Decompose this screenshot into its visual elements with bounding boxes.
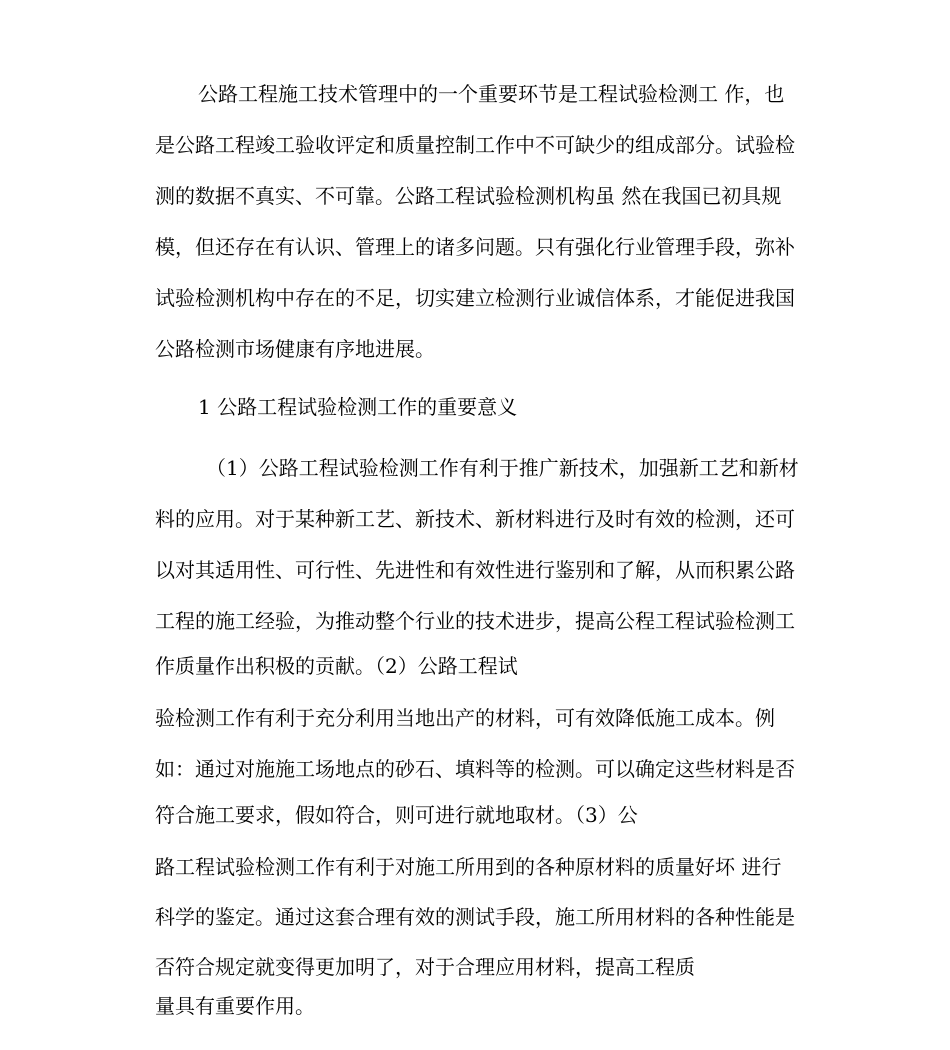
body-line-10: 科学的鉴定。通过这套合理有效的测试手段，施工所用材料的各种性能是 — [155, 905, 795, 929]
body-line-3: 以对其适用性、可行性、先进性和有效性进行鉴别和了解，从而积累公路 — [155, 558, 795, 582]
body-line-12: 量具有重要作用。 — [155, 994, 315, 1018]
body-line-5: 作质量作出积极的贡献。（2）公路工程试 — [155, 654, 518, 678]
intro-line-3: 测的数据不真实、不可靠。公路工程试验检测机构虽 然在我国已初具规 — [155, 184, 782, 208]
intro-line-2: 是公路工程竣工验收评定和质量控制工作中不可缺少的组成部分。试验检 — [155, 133, 795, 157]
body-line-8: 符合施工要求，假如符合，则可进行就地取材。（3）公 — [155, 803, 638, 827]
intro-line-4: 模，但还存在有认识、管理上的诸多问题。只有强化行业管理手段，弥补 — [155, 235, 795, 259]
intro-line-5: 试验检测机构中存在的不足，切实建立检测行业诚信体系，才能促进我国 — [155, 286, 795, 310]
body-line-9: 路工程试验检测工作有利于对施工所用到的各种原材料的质量好坏 进行 — [155, 855, 782, 879]
body-line-2: 料的应用。对于某种新工艺、新技术、新材料进行及时有效的检测，还可 — [155, 507, 795, 531]
intro-line-6: 公路检测市场健康有序地进展。 — [155, 337, 435, 361]
body-line-7: 如：通过对施施工场地点的砂石、填料等的检测。可以确定这些材料是否 — [155, 757, 795, 781]
body-line-11: 否符合规定就变得更加明了，对于合理应用材料，提高工程质 — [155, 955, 695, 979]
body-line-1: （1）公路工程试验检测工作有利于推广新技术，加强新工艺和新材 — [206, 456, 799, 480]
body-line-6: 验检测工作有利于充分利用当地出产的材料，可有效降低施工成本。例 — [155, 706, 775, 730]
body-line-4: 工程的施工经验，为推动整个行业的技术进步，提高公程工程试验检测工 — [155, 609, 795, 633]
intro-line-1: 公路工程施工技术管理中的一个重要环节是工程试验检测工 作，也 — [198, 82, 785, 106]
section-heading: 1 公路工程试验检测工作的重要意义 — [198, 395, 518, 419]
